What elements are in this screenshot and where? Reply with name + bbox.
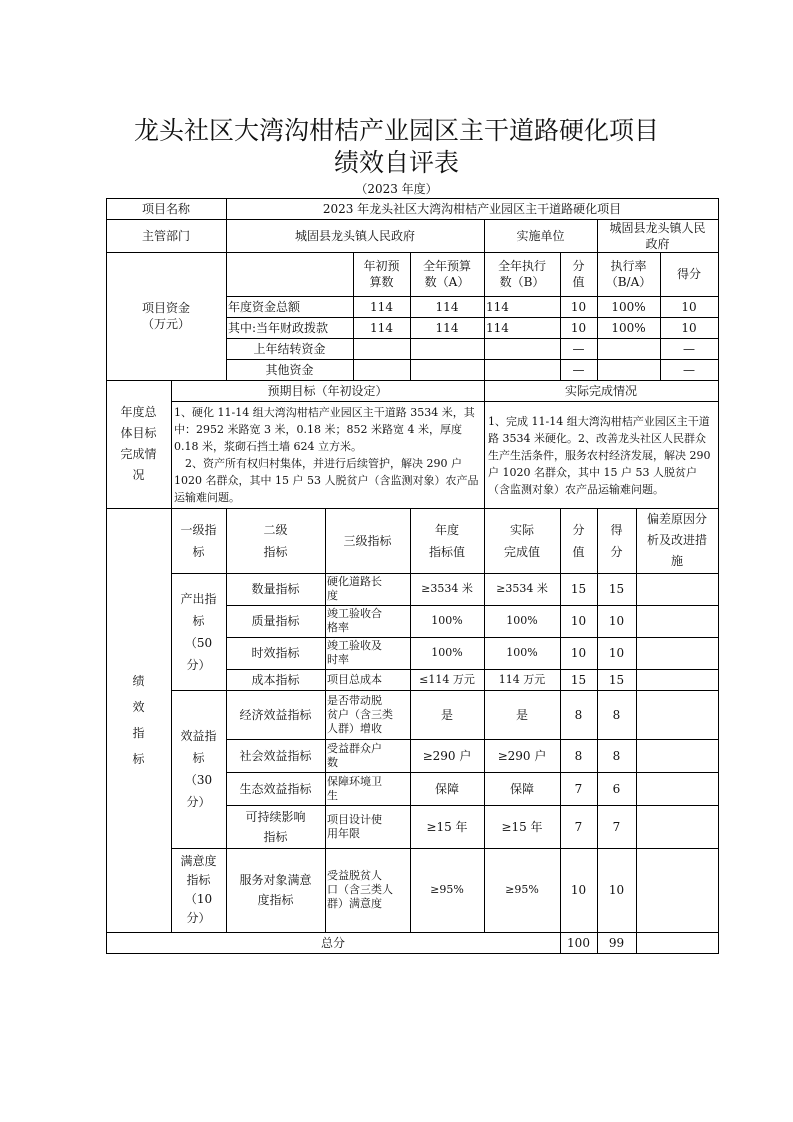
perf-row-l2: 服务对象满意 度指标	[239, 873, 312, 907]
document-subtitle: 绩效自评表	[333, 148, 459, 177]
perf-row-l2: 生态效益指标	[239, 781, 312, 796]
perf-row-got: 8	[612, 707, 621, 722]
funds-row-annual: 114	[435, 299, 459, 314]
perf-row-target: ≥15 年	[426, 819, 468, 834]
perf-row-l3: 受益脱贫人 口（含三类人 群）满意度	[327, 869, 393, 910]
goals-actual-text: 1、完成 11-14 组大湾沟柑桔产业园区主干道路 3534 米硬化。2、改善龙头社区人民群众生产生活条件，服务农村经济发展，解决 290 户 1020 名群众，其中 15 户 53 人脱贫户（含监测对象）农产品运输难问题。	[488, 415, 711, 496]
perf-group-output: 产出指 标 （50 分）	[180, 591, 217, 672]
perf-row-target: ≤114 万元	[419, 672, 475, 686]
perf-row-actual: 是	[515, 707, 528, 722]
perf-h-level3: 三级指标	[343, 533, 392, 548]
perf-row-score: 10	[570, 646, 587, 660]
perf-label: 绩 效 指 标	[132, 674, 145, 766]
perf-row-l3: 是否带动脱 贫户（含三类 人群）增收	[327, 693, 393, 735]
funds-row-score: 10	[570, 320, 587, 335]
perf-row-l2: 成本指标	[251, 672, 300, 687]
perf-row-got: 10	[608, 646, 625, 660]
funds-row-score: —	[572, 362, 585, 377]
perf-row-l3: 竣工验收合 格率	[327, 607, 382, 634]
funds-row-name: 其他资金	[265, 362, 314, 377]
perf-row-got: 6	[612, 781, 621, 796]
document-year: （2023 年度）	[355, 182, 438, 196]
perf-row-actual: ≥15 年	[501, 819, 543, 834]
perf-row-actual: 100%	[506, 646, 538, 659]
perf-row-target: 是	[440, 707, 453, 722]
total-got: 99	[608, 936, 625, 950]
project-name-value: 2023 年龙头社区大湾沟柑桔产业园区主干道路硬化项目	[322, 201, 622, 216]
perf-row-target: 100%	[431, 614, 463, 627]
perf-group-benefit: 效益指 标 （30 分）	[180, 729, 217, 809]
funds-row-score: 10	[570, 299, 587, 314]
goals-label: 年度总 体目标 完成情 况	[120, 405, 157, 482]
perf-row-l2: 时效指标	[251, 646, 300, 660]
funds-col-exec: 全年执行 数（B）	[497, 259, 546, 289]
impl-label: 实施单位	[516, 228, 565, 243]
perf-row-l3: 竣工验收及 时率	[327, 639, 382, 666]
funds-row-initial: 114	[370, 320, 393, 335]
funds-row-got: 10	[681, 299, 697, 314]
impl-value: 城固县龙头镇人民 政府	[609, 220, 706, 251]
funds-col-score: 分 值	[572, 259, 585, 289]
perf-h-level2: 二级 指标	[263, 522, 288, 559]
perf-row-actual: 114 万元	[498, 672, 546, 686]
goals-expected-text: 1、硬化 11-14 组大湾沟柑桔产业园区主干道路 3534 米，其中：2952 米路宽 3 米，0.18 米；852 米路宽 4 米，厚度 0.18 米，浆砌石挡土墙 624 立方米。 2、资产所有权归村集体，并进行后续管护，解决 290 户 1020 名群众，其中 15 户 53 人脱贫户（含监测对象）农产品运输难问题。	[174, 406, 479, 504]
perf-row-score: 7	[574, 819, 583, 834]
perf-row-target: 保障	[434, 781, 459, 796]
funds-row-exec: 114	[486, 320, 509, 335]
perf-row-l2: 数量指标	[251, 582, 300, 596]
funds-row-got: —	[683, 341, 695, 356]
funds-row-got: 10	[681, 320, 697, 335]
perf-row-l3: 保障环境卫 生	[327, 774, 382, 802]
funds-col-rate: 执行率 （B/A）	[605, 259, 652, 289]
perf-row-score: 7	[574, 781, 583, 796]
perf-row-actual: ≥95%	[505, 883, 539, 896]
funds-row-rate: 100%	[611, 320, 646, 335]
perf-row-l3: 项目总成本	[327, 672, 382, 686]
perf-row-target: ≥3534 米	[421, 582, 473, 595]
perf-row-l3: 硬化道路长 度	[327, 575, 382, 602]
perf-h-level1: 一级指 标	[180, 522, 217, 559]
perf-group-satisfaction: 满意度 指标 （10 分）	[180, 854, 217, 925]
dept-value: 城固县龙头镇人民政府	[294, 228, 415, 243]
funds-row-name: 其中:当年财政拨款	[228, 320, 329, 335]
total-score: 100	[567, 936, 590, 950]
perf-row-l2: 可持续影响 指标	[245, 809, 306, 844]
funds-row-got: —	[683, 362, 695, 377]
funds-col-annual: 全年预算 数（A）	[422, 259, 471, 289]
perf-row-l2: 社会效益指标	[239, 748, 312, 763]
perf-row-got: 10	[608, 883, 625, 897]
perf-row-actual: 100%	[506, 614, 538, 627]
perf-row-actual: ≥3534 米	[496, 582, 548, 595]
funds-row-exec: 114	[486, 299, 509, 314]
perf-row-got: 10	[608, 614, 625, 628]
perf-row-target: ≥95%	[430, 883, 464, 896]
perf-row-score: 10	[570, 883, 587, 897]
perf-row-l3: 项目设计使 用年限	[327, 812, 382, 840]
funds-col-got: 得分	[676, 267, 701, 281]
funds-col-initial: 年初预 算数	[363, 259, 400, 289]
funds-row-initial: 114	[370, 299, 393, 314]
perf-row-score: 10	[570, 614, 587, 628]
perf-row-score: 8	[574, 707, 583, 722]
perf-h-score: 分 值	[572, 522, 585, 559]
perf-row-l3: 受益群众户 数	[327, 741, 382, 769]
funds-row-score: —	[572, 341, 585, 356]
perf-h-reason: 偏差原因分 析及改进措 施	[646, 512, 707, 568]
goals-expected-header: 预期目标（年初设定）	[267, 383, 388, 398]
total-label: 总分	[320, 936, 345, 950]
dept-label: 主管部门	[141, 228, 190, 243]
perf-row-target: 100%	[431, 646, 463, 659]
goals-actual-header: 实际完成情况	[564, 383, 637, 398]
perf-row-got: 15	[608, 672, 625, 687]
funds-row-name: 上年结转资金	[253, 341, 326, 356]
funds-label: 项目资金 （万元）	[141, 301, 190, 331]
perf-row-got: 7	[612, 819, 621, 834]
perf-row-l2: 经济效益指标	[239, 707, 312, 722]
funds-row-rate: 100%	[611, 299, 646, 314]
perf-row-actual: 保障	[509, 781, 534, 796]
funds-row-name: 年度资金总额	[228, 299, 301, 314]
perf-h-actual: 实际 完成值	[503, 522, 540, 559]
perf-row-score: 15	[570, 672, 587, 687]
perf-row-score: 8	[574, 748, 583, 763]
funds-row-annual: 114	[435, 320, 459, 335]
perf-row-got: 15	[608, 582, 625, 596]
perf-row-l2: 质量指标	[251, 614, 300, 628]
perf-row-score: 15	[570, 582, 587, 596]
document-title: 龙头社区大湾沟柑桔产业园区主干道路硬化项目	[133, 116, 659, 145]
perf-row-target: ≥290 户	[422, 748, 472, 763]
perf-row-actual: ≥290 户	[497, 748, 547, 763]
perf-h-got: 得 分	[610, 522, 623, 559]
perf-h-target: 年度 指标值	[428, 522, 465, 559]
project-name-label: 项目名称	[141, 201, 190, 216]
perf-row-got: 8	[612, 748, 621, 763]
